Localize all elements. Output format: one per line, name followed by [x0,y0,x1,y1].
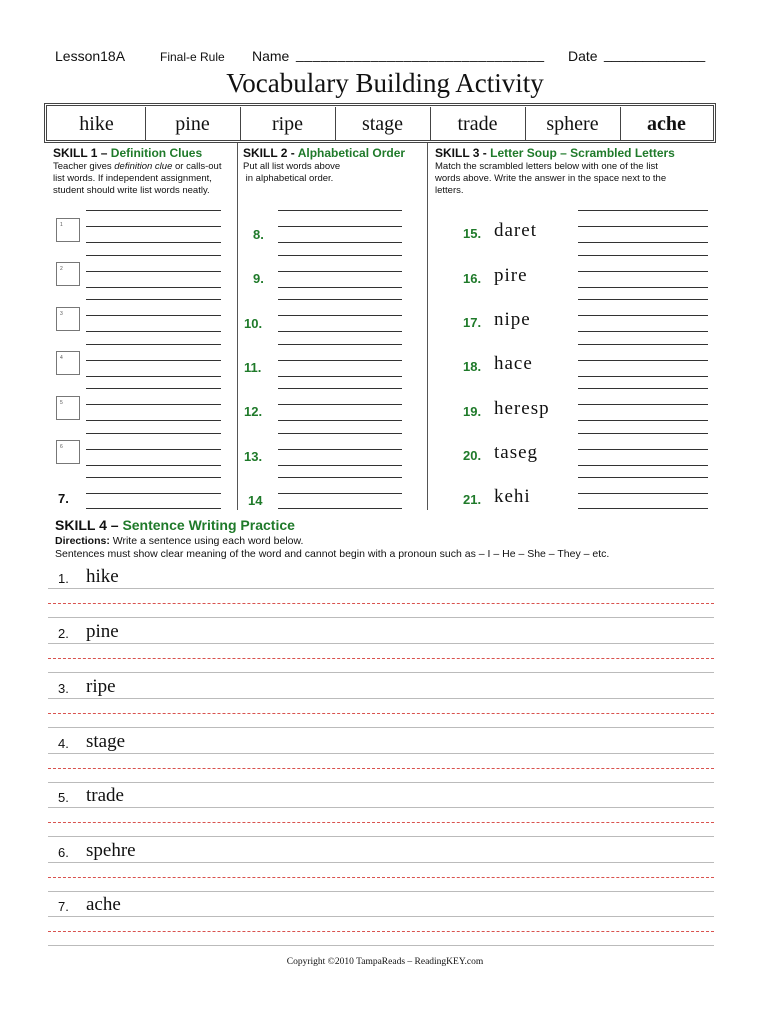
date-label: Date [568,48,598,64]
skill3-name: Letter Soup – Scrambled Letters [490,146,675,160]
answer-line[interactable] [86,493,221,494]
answer-line[interactable] [86,420,221,421]
writing-line[interactable] [48,727,714,728]
answer-line[interactable] [278,388,402,389]
answer-line[interactable] [578,287,708,288]
word-list-item: ripe [271,113,304,135]
skill3-item-number: 17. [463,315,482,330]
skill1-name: Definition Clues [110,146,203,160]
clue-box[interactable]: 1 [56,218,80,242]
sentence-number: 2. [58,626,69,641]
answer-line[interactable] [86,331,221,332]
answer-line[interactable] [278,360,402,361]
answer-line[interactable] [578,404,708,405]
skill3-item-number: 18. [463,359,482,374]
answer-line[interactable] [86,360,221,361]
skill2-item-number: 12. [244,404,263,419]
answer-line[interactable] [86,271,221,272]
answer-line[interactable] [86,508,221,509]
answer-line[interactable] [278,255,402,256]
scrambled-word: pire [494,265,528,286]
answer-line[interactable] [278,299,402,300]
answer-line[interactable] [278,404,402,405]
scrambled-word: kehi [494,486,531,507]
skill2-label: SKILL 2 - [243,146,298,160]
sentence-number: 5. [58,790,69,805]
answer-line[interactable] [278,465,402,466]
writing-line[interactable] [48,672,714,673]
rule-label: Final-e Rule [160,50,225,64]
answer-line[interactable] [86,255,221,256]
skill2-item-number: 9. [253,271,264,286]
writing-line[interactable] [48,588,714,589]
writing-line[interactable] [48,643,714,644]
answer-line[interactable] [86,449,221,450]
skill2-heading [243,146,405,160]
clue-box[interactable]: 2 [56,262,80,286]
answer-line[interactable] [278,271,402,272]
answer-line[interactable] [86,210,221,211]
answer-line[interactable] [86,299,221,300]
answer-line[interactable] [278,226,402,227]
skill3-item-number: 15. [463,226,482,241]
writing-midline [48,713,714,714]
sentence-number: 1. [58,571,69,586]
skill2-item-number: 8. [253,227,264,242]
skill3-heading [435,146,675,160]
skill2-item-number: 13. [244,449,263,464]
answer-line[interactable] [278,287,402,288]
answer-line[interactable] [278,493,402,494]
word-list-item: ache [647,113,686,135]
column-divider [237,143,238,510]
answer-line[interactable] [278,331,402,332]
skill4-rule: Sentences must show clear meaning of the word and cannot begin with a pronoun such as – I – He – She – They – etc. [55,548,610,560]
writing-line[interactable] [48,862,714,863]
skill4-label: SKILL 4 – [55,517,123,533]
answer-line[interactable] [278,477,402,478]
word-list-item: trade [457,113,498,135]
name-blank[interactable]: ______________________________ [296,46,545,62]
column-divider [427,143,428,510]
answer-line[interactable] [578,388,708,389]
answer-line[interactable] [86,376,221,377]
clue-box[interactable]: 5 [56,396,80,420]
answer-line[interactable] [578,344,708,345]
page-title: Vocabulary Building Activity [226,68,544,98]
answer-line[interactable] [278,242,402,243]
writing-line[interactable] [48,698,714,699]
directions-text: Write a sentence using each word below. [109,535,304,547]
scrambled-word: taseg [494,442,539,463]
answer-line[interactable] [278,449,402,450]
skill1-desc-a: Teacher gives [53,161,115,172]
answer-line[interactable] [578,477,708,478]
skill2-item-number: 11. [244,360,262,375]
sentence-word: ripe [86,676,116,697]
answer-line[interactable] [86,388,221,389]
skill3-item-number: 16. [463,271,482,286]
sentence-word: pine [86,621,119,642]
sentence-number: 6. [58,845,69,860]
writing-line[interactable] [48,753,714,754]
answer-line[interactable] [578,360,708,361]
answer-line[interactable] [278,433,402,434]
skill2-item-number: 10. [244,316,263,331]
sentence-word: hike [86,566,119,587]
writing-midline [48,877,714,878]
scrambled-word: heresp [494,398,550,419]
skill2-name: Alphabetical Order [297,146,406,160]
answer-line[interactable] [578,465,708,466]
answer-line[interactable] [86,477,221,478]
skill2-item-number: 14 [248,493,263,508]
answer-line[interactable] [86,242,221,243]
skill1-item-number: 7. [58,491,69,506]
writing-midline [48,603,714,604]
skill4-name: Sentence Writing Practice [122,517,295,533]
skill1-description [53,161,221,197]
writing-line[interactable] [48,891,714,892]
skill3-description [435,161,666,197]
directions-label: Directions: [55,535,110,547]
answer-line[interactable] [578,315,708,316]
skill3-desc-line1: Match the scrambled letters below with one of the list [435,161,658,172]
skill1-desc-c: or calls-out [172,161,222,172]
answer-line[interactable] [278,508,402,509]
answer-line[interactable] [278,376,402,377]
scrambled-word: daret [494,220,537,241]
writing-midline [48,822,714,823]
answer-line[interactable] [578,299,708,300]
answer-line[interactable] [578,508,708,509]
answer-line[interactable] [86,404,221,405]
answer-line[interactable] [578,242,708,243]
copyright-footer: Copyright ©2010 TampaReads – ReadingKEY.com [286,957,484,967]
sentence-number: 4. [58,736,69,751]
writing-midline [48,658,714,659]
answer-line[interactable] [578,376,708,377]
skill2-desc-line1: Put all list words above [243,161,341,172]
answer-line[interactable] [278,344,402,345]
lesson-label: Lesson18A [55,48,126,64]
clue-box[interactable]: 3 [56,307,80,331]
skill1-desc-b: definition clue [114,161,173,172]
skill1-desc-line3: student should write list words neatly. [53,185,210,196]
answer-line[interactable] [578,271,708,272]
writing-midline [48,768,714,769]
answer-line[interactable] [278,420,402,421]
answer-line[interactable] [278,210,402,211]
skill2-desc-line2: in alphabetical order. [243,173,334,184]
word-list-item: stage [361,113,404,135]
clue-box[interactable]: 6 [56,440,80,464]
skill3-desc-line2: words above. Write the answer in the space next to the [435,173,667,184]
sentence-word: ache [86,894,121,915]
writing-line[interactable] [48,782,714,783]
skill1-heading [53,146,202,160]
answer-line[interactable] [86,465,221,466]
date-blank[interactable]: _____________ [604,46,706,62]
skill3-item-number: 19. [463,404,482,419]
writing-midline [48,931,714,932]
skill1-desc-line2: list words. If independent assignment, [53,173,212,184]
answer-line[interactable] [578,493,708,494]
skill4-directions [55,535,303,547]
name-label: Name [252,48,290,64]
answer-line[interactable] [278,315,402,316]
skill4-heading [55,517,295,533]
word-list-item: sphere [546,113,599,135]
answer-line[interactable] [578,449,708,450]
writing-line[interactable] [48,836,714,837]
answer-line[interactable] [578,226,708,227]
answer-line[interactable] [86,226,221,227]
skill3-item-number: 21. [463,492,482,507]
skill2-description [243,161,340,185]
scrambled-word: nipe [494,309,531,330]
answer-line[interactable] [578,420,708,421]
skill1-label: SKILL 1 – [53,146,111,160]
writing-line[interactable] [48,945,714,946]
sentence-word: stage [86,731,126,752]
answer-line[interactable] [86,315,221,316]
skill3-item-number: 20. [463,448,482,463]
sentence-number: 3. [58,681,69,696]
writing-line[interactable] [48,807,714,808]
word-list-item: pine [175,113,210,135]
answer-line[interactable] [86,344,221,345]
answer-line[interactable] [578,433,708,434]
skill3-label: SKILL 3 - [435,146,491,160]
sentence-word: spehre [86,840,136,861]
writing-line[interactable] [48,916,714,917]
skill3-desc-line3: letters. [435,185,464,196]
answer-line[interactable] [578,331,708,332]
answer-line[interactable] [578,255,708,256]
scrambled-word: hace [494,353,533,374]
answer-line[interactable] [86,287,221,288]
answer-line[interactable] [578,210,708,211]
writing-line[interactable] [48,617,714,618]
clue-box[interactable]: 4 [56,351,80,375]
word-list-item: hike [79,113,114,135]
sentence-number: 7. [58,899,69,914]
sentence-word: trade [86,785,124,806]
answer-line[interactable] [86,433,221,434]
